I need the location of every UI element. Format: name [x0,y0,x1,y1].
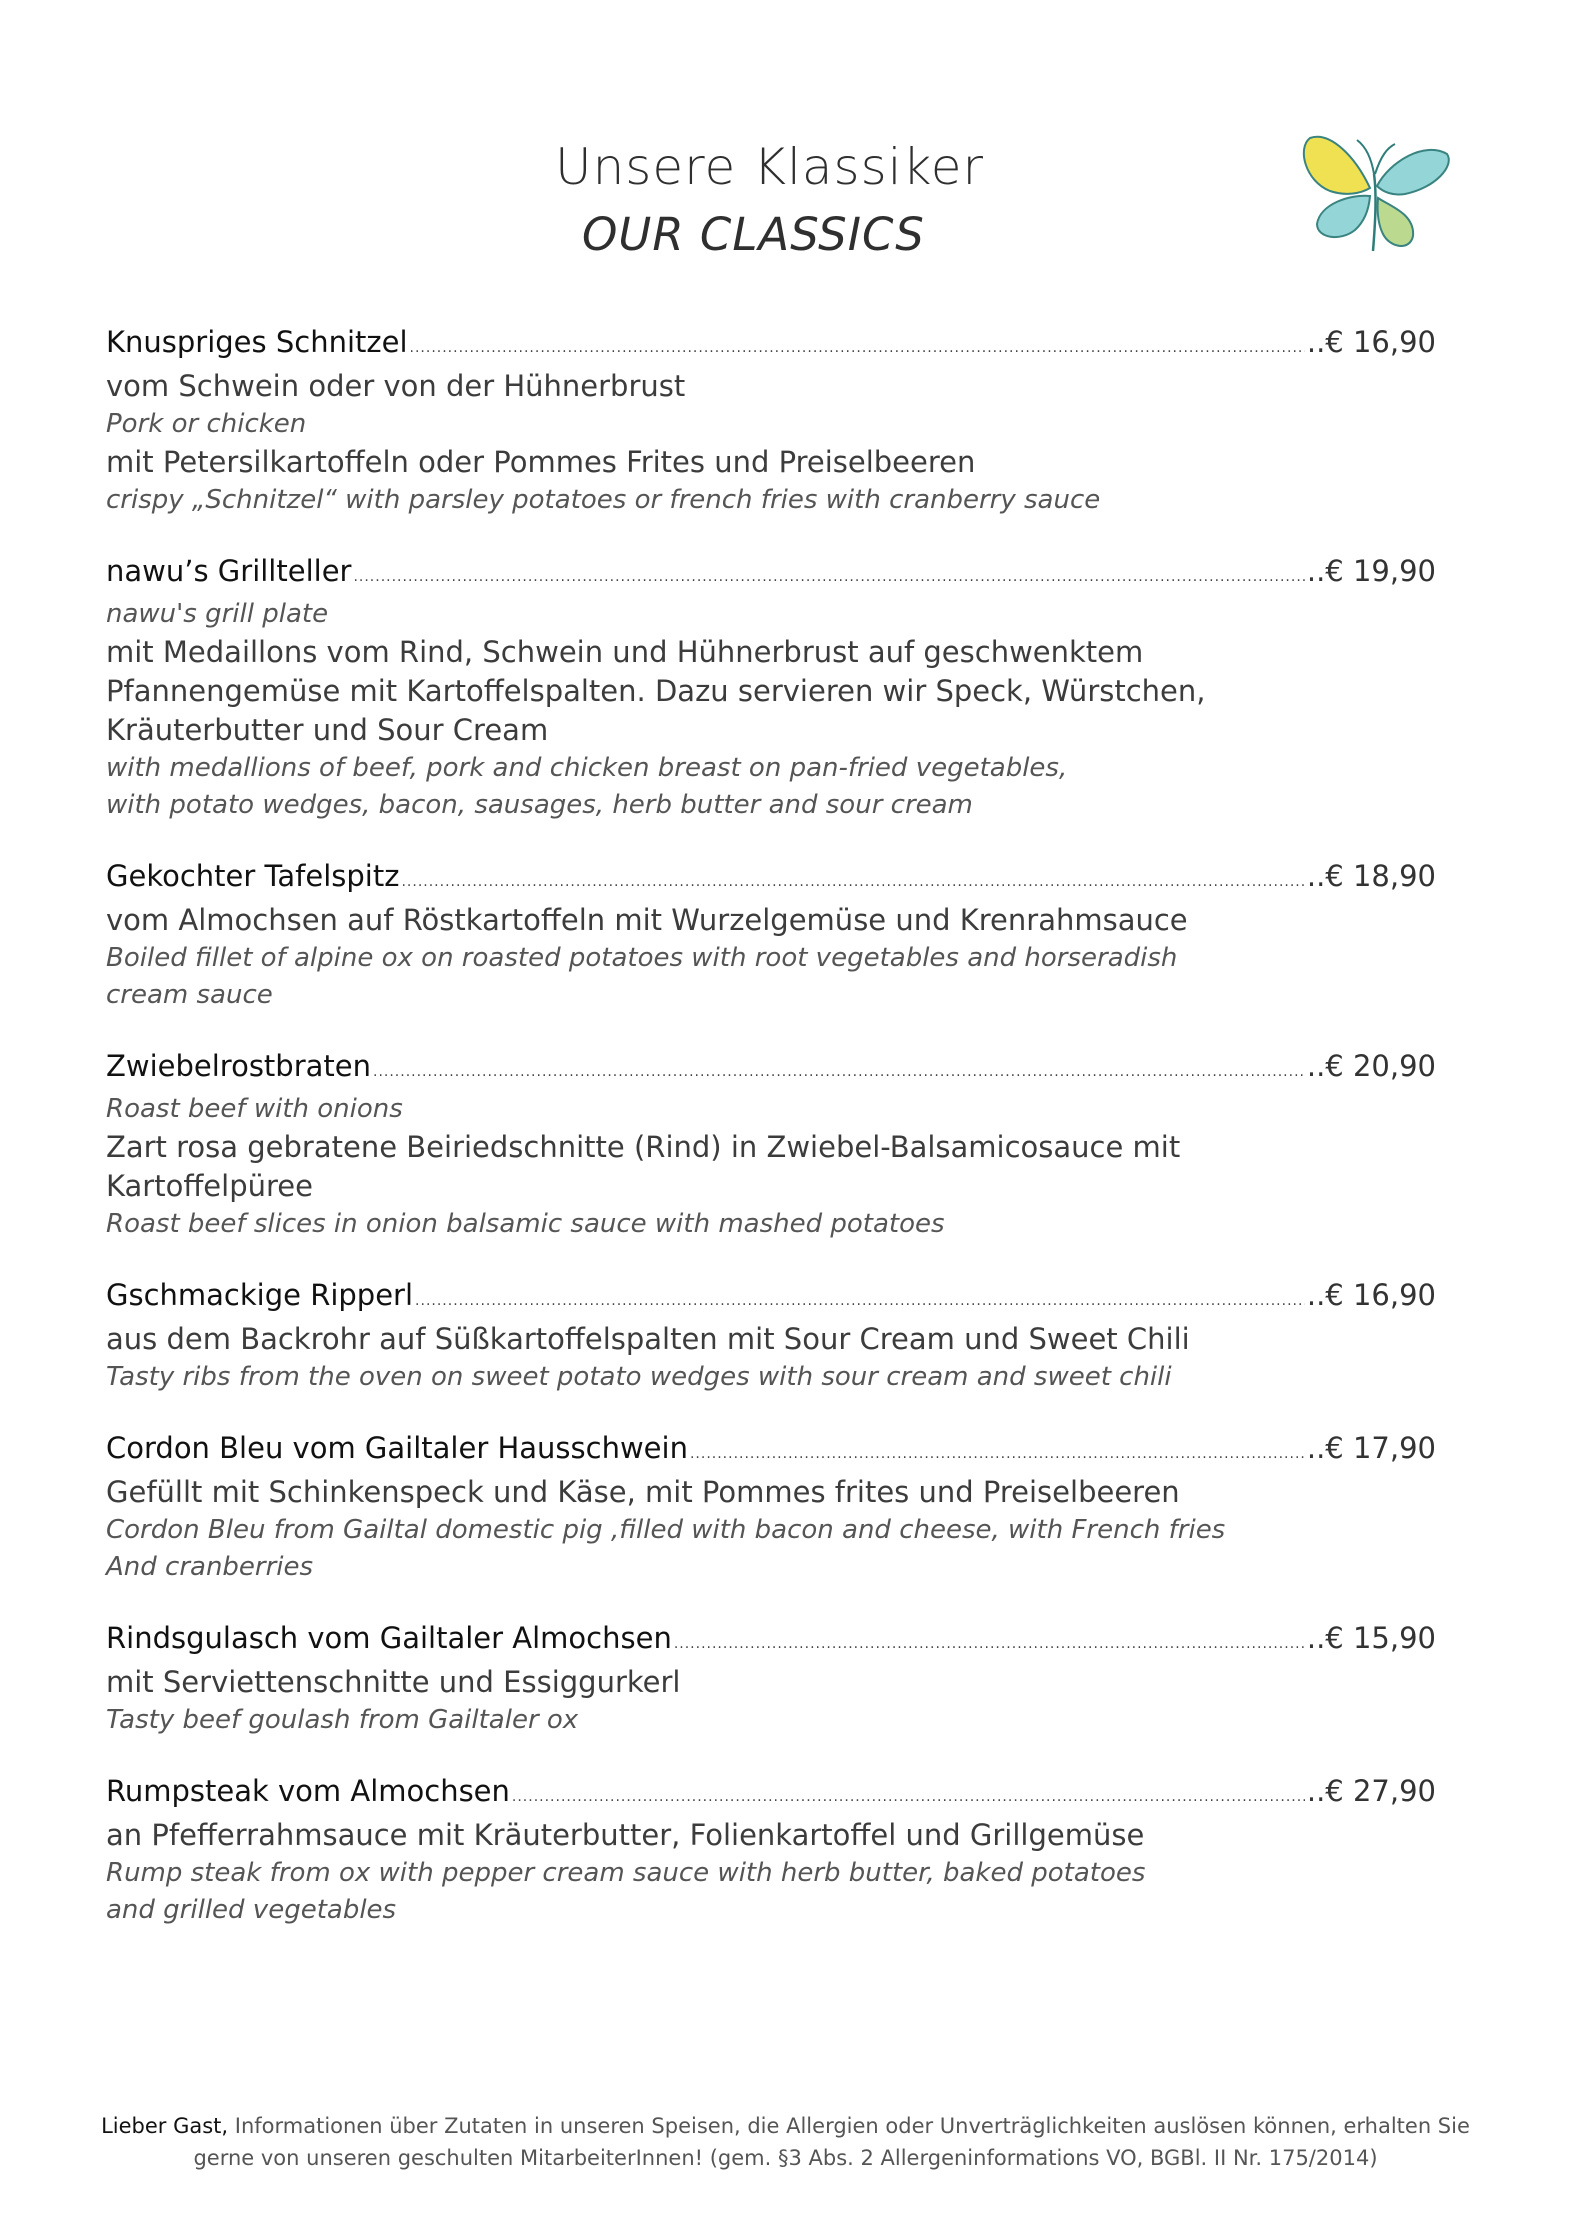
dot-leader [690,1446,1305,1462]
menu-item-price: ..€ 17,90 [1306,1431,1436,1465]
dot-leader [353,569,1304,585]
menu-item-description: mit Petersilkartoffeln oder Pommes Frites und Preiselbeeren [106,445,976,479]
menu-item-name: Gschmackige Ripperl [106,1278,414,1312]
menu-item-description-en: Roast beef slices in onion balsamic sauce with mashed potatoes [106,1209,945,1239]
menu-item-description-en: with medallions of beef, pork and chicken breast on pan-fried vegetables, [106,753,1068,783]
menu-item-name: nawu’s Grillteller [106,554,352,588]
dot-leader [415,1293,1305,1309]
menu-item [106,554,1436,824]
menu-item [106,1431,1436,1586]
allergen-notice-text-1: Informationen über Zutaten in unseren Speisen, die Allergien oder Unverträglichkeiten auslösen können, erhalten Sie [228,2114,1470,2138]
menu-item-description-en: nawu's grill plate [106,599,329,629]
menu-item-description: vom Almochsen auf Röstkartoffeln mit Wurzelgemüse und Krenrahmsauce [106,903,1188,937]
menu-item [106,1049,1436,1243]
menu-item-header [106,325,1436,367]
menu-item-description-en: Boiled fillet of alpine ox on roasted potatoes with root vegetables and horseradish [106,943,1178,973]
menu-item-name: Zwiebelrostbraten [106,1049,371,1083]
menu-item-description-en: Cordon Bleu from Gailtal domestic pig ,filled with bacon and cheese, with French fries [106,1515,1226,1545]
menu-item-price: ..€ 16,90 [1306,1278,1436,1312]
menu-item-price: ..€ 15,90 [1306,1621,1436,1655]
butterfly-logo-icon [1295,126,1455,266]
menu-item-header [106,1049,1436,1091]
menu-item-name: Knuspriges Schnitzel [106,325,408,359]
menu-item-description-en: And cranberries [106,1552,314,1582]
menu-item-price: ..€ 27,90 [1306,1774,1436,1808]
menu-item [106,1621,1436,1739]
allergen-notice-line-2: gerne von unseren geschulten MitarbeiterInnen! (gem. §3 Abs. 2 Allergeninformations VO, BGBl. II Nr. 175/2014) [193,2146,1378,2170]
menu-item-description-en: cream sauce [106,980,273,1010]
menu-item-description-en: Pork or chicken [106,409,307,439]
menu-item-description-en: crispy „Schnitzel“ with parsley potatoes or french fries with cranberry sauce [106,485,1101,515]
menu-item-header [106,859,1436,901]
menu-item [106,1774,1436,1929]
menu-item-header [106,1621,1436,1663]
dot-leader [512,1789,1305,1805]
butterfly-upper-right-wing [1377,150,1449,195]
menu-item [106,325,1436,519]
butterfly-lower-right-wing [1378,198,1413,246]
allergen-notice [60,2110,1511,2174]
menu-item-description-en: Rump steak from ox with pepper cream sauce with herb butter, baked potatoes [106,1858,1146,1888]
menu-item-description: vom Schwein oder von der Hühnerbrust [106,369,686,403]
menu-item-description: mit Serviettenschnitte und Essiggurkerl [106,1665,681,1699]
butterfly-lower-left-wing [1317,196,1370,237]
menu-item-description: Zart rosa gebratene Beiriedschnitte (Rind) in Zwiebel-Balsamicosauce mit [106,1130,1181,1164]
allergen-notice-line-1 [60,2110,1511,2142]
menu-item-name: Rindsgulasch vom Gailtaler Almochsen [106,1621,672,1655]
menu-item-description: Pfannengemüse mit Kartoffelspalten. Dazu servieren wir Speck, Würstchen, [106,674,1206,708]
menu-item-price: ..€ 19,90 [1306,554,1436,588]
butterfly-body [1373,174,1376,251]
menu-item-name: Gekochter Tafelspitz [106,859,400,893]
menu-item [106,1278,1436,1396]
menu-item-description: an Pfefferrahmsauce mit Kräuterbutter, Folienkartoffel und Grillgemüse [106,1818,1145,1852]
page-title: Unsere Klassiker [555,138,985,196]
menu-item-description: Gefüllt mit Schinkenspeck und Käse, mit Pommes frites und Preiselbeeren [106,1475,1180,1509]
allergen-notice-lead: Lieber Gast, [101,2114,229,2138]
dot-leader [674,1636,1305,1652]
menu-item-price: ..€ 18,90 [1306,859,1436,893]
menu-item-header [106,1774,1436,1816]
menu-item-description: Kräuterbutter und Sour Cream [106,713,549,747]
menu-item-name: Rumpsteak vom Almochsen [106,1774,510,1808]
menu-item-description-en: Roast beef with onions [106,1094,403,1124]
menu-item-description: mit Medaillons vom Rind, Schwein und Hühnerbrust auf geschwenktem [106,635,1144,669]
menu-item-price: ..€ 16,90 [1306,325,1436,359]
menu-item-description: aus dem Backrohr auf Süßkartoffelspalten mit Sour Cream und Sweet Chili [106,1322,1190,1356]
menu-item [106,859,1436,1014]
menu-item-description-en: Tasty ribs from the oven on sweet potato wedges with sour cream and sweet chili [106,1362,1172,1392]
butterfly-upper-left-wing [1304,137,1370,194]
menu-item-description-en: and grilled vegetables [106,1895,397,1925]
menu-item-price: ..€ 20,90 [1306,1049,1436,1083]
menu-item-header [106,1278,1436,1320]
dot-leader [401,874,1304,890]
menu-list [106,325,1436,1964]
dot-leader [373,1064,1305,1080]
menu-item-description-en: with potato wedges, bacon, sausages, herb butter and sour cream [106,790,973,820]
page-subtitle: OUR CLASSICS [582,208,925,261]
dot-leader [410,340,1305,356]
menu-item-header [106,1431,1436,1473]
menu-item-name: Cordon Bleu vom Gailtaler Hausschwein [106,1431,688,1465]
menu-item-description: Kartoffelpüree [106,1169,313,1203]
menu-item-description-en: Tasty beef goulash from Gailtaler ox [106,1705,579,1735]
menu-item-header [106,554,1436,596]
